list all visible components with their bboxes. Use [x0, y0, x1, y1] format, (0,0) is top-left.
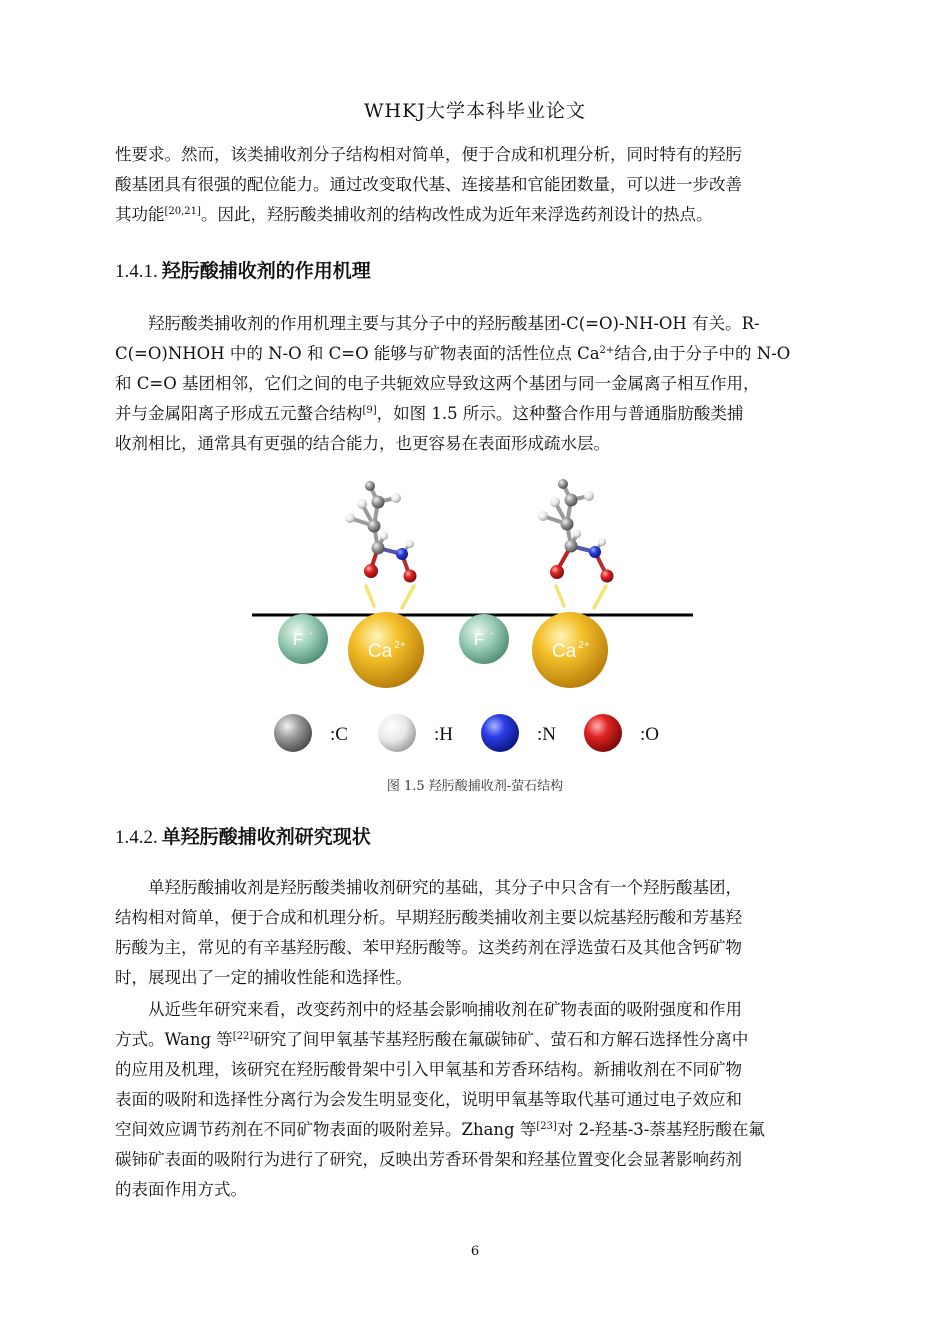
text-fragment: 方式。Wang 等 — [115, 1030, 233, 1049]
ion-label: F — [292, 630, 304, 649]
text-fragment: 并与金属阳离子形成五元螯合结构 — [115, 404, 363, 423]
citation: [9] — [362, 405, 377, 416]
legend-item-carbon — [274, 714, 348, 752]
legend-item-hydrogen — [378, 714, 453, 752]
legend-label: :C — [330, 724, 348, 745]
section-heading — [115, 256, 371, 283]
ion-ca-2 — [532, 612, 608, 688]
legend-label: :H — [434, 724, 453, 745]
text-line — [115, 339, 837, 369]
text-fragment: 其功能 — [115, 205, 165, 224]
text-fragment: ，如图 1.5 所示。这种螯合作用与普通脂肪酸类捕 — [376, 404, 744, 423]
text-line — [115, 399, 837, 429]
legend-label: :N — [537, 724, 556, 745]
text-line: 从近些年研究来看，改变药剂中的烃基会影响捕收剂在矿物表面的吸附强度和作用 — [148, 1000, 742, 1019]
text-fragment: 研究了间甲氧基苄基羟肟酸在氟碳铈矿、萤石和方解石选择性分离中 — [253, 1030, 749, 1049]
ion-label: Ca — [551, 641, 577, 662]
text-fragment: 结合,由于分子中的 N-O — [614, 344, 791, 363]
section-title: 单羟肟酸捕收剂研究现状 — [161, 826, 371, 848]
section-heading — [115, 822, 371, 849]
text-fragment: 对 2-羟基-3-萘基羟肟酸在氟 — [556, 1120, 765, 1139]
section-number: 1.4.1. — [115, 261, 158, 282]
ion-charge: - — [309, 628, 313, 638]
ion-ca-1 — [348, 612, 424, 688]
text-line: 酸基团具有很强的配位能力。通过改变取代基、连接基和官能团数量，可以进一步改善 — [115, 175, 742, 194]
text-line — [115, 1115, 837, 1145]
molecule-left — [345, 481, 417, 608]
text-line: 肟酸为主，常见的有辛基羟肟酸、苯甲羟肟酸等。这类药剂在浮选萤石及其他含钙矿物 — [115, 938, 742, 957]
ion-f-1 — [278, 614, 328, 664]
text-line: 时，展现出了一定的捕收性能和选择性。 — [115, 968, 412, 987]
legend — [274, 714, 659, 752]
text-line: 性要求。然而，该类捕收剂分子结构相对简单，便于合成和机理分析，同时特有的羟肟 — [115, 145, 742, 164]
text-line: 的应用及机理，该研究在羟肟酸骨架中引入甲氧基和芳香环结构。新捕收剂在不同矿物 — [115, 1060, 742, 1079]
ion-charge: 2+ — [394, 640, 406, 651]
citation: [22] — [232, 1031, 254, 1042]
figure-hydroxamic-fluorite — [250, 478, 700, 768]
page-header: WHKJ大学本科毕业论文 — [364, 100, 586, 122]
text-line: 结构相对简单，便于合成和机理分析。早期羟肟酸类捕收剂主要以烷基羟肟酸和芳基羟 — [115, 908, 742, 927]
text-line: 单羟肟酸捕收剂是羟肟酸类捕收剂研究的基础，其分子中只含有一个羟肟酸基团， — [148, 878, 742, 897]
text-line: 碳铈矿表面的吸附行为进行了研究，反映出芳香环骨架和羟基位置变化会显著影响药剂 — [115, 1150, 742, 1169]
legend-item-oxygen — [584, 714, 659, 752]
text-line: 表面的吸附和选择性分离行为会发生明显变化，说明甲氧基等取代基可通过电子效应和 — [115, 1090, 742, 1109]
text-line: 的表面作用方式。 — [115, 1180, 247, 1199]
molecule-right — [538, 479, 614, 608]
text-fragment: C(=O)NHOH 中的 N-O 和 C=O 能够与矿物表面的活性位点 Ca — [115, 344, 600, 363]
text-line — [115, 1025, 837, 1055]
figure-illustration — [250, 478, 700, 768]
section-number: 1.4.2. — [115, 827, 158, 848]
paragraph-mono-hydroxamic — [115, 873, 837, 993]
paragraph-mechanism — [115, 309, 837, 459]
citation: [23] — [536, 1121, 557, 1132]
ion-f-2 — [459, 614, 509, 664]
ion-label: F — [473, 630, 485, 649]
paragraph-intro — [115, 140, 837, 230]
text-line: 收剂相比，通常具有更强的结合能力，也更容易在表面形成疏水层。 — [115, 434, 610, 453]
text-line: 羟肟酸类捕收剂的作用机理主要与其分子中的羟肟酸基团-C(=O)-NH-OH 有关。R- — [148, 314, 760, 333]
superscript: 2+ — [599, 345, 615, 356]
ion-charge: - — [490, 628, 494, 638]
section-title: 羟肟酸捕收剂的作用机理 — [161, 260, 371, 282]
paragraph-recent-research — [115, 995, 837, 1205]
legend-label: :O — [640, 724, 659, 745]
figure-caption: 图 1.5 羟肟酸捕收剂-萤石结构 — [386, 779, 564, 794]
text-line: 和 C=O 基团相邻，它们之间的电子共轭效应导致这两个基团与同一金属离子相互作用， — [115, 374, 760, 393]
ion-label: Ca — [367, 641, 393, 662]
legend-item-nitrogen — [481, 714, 556, 752]
ion-charge: 2+ — [578, 640, 590, 651]
text-fragment: 。因此，羟肟酸类捕收剂的结构改性成为近年来浮选药剂设计的热点。 — [200, 205, 713, 224]
page-number: 6 — [470, 1244, 480, 1259]
text-line — [115, 200, 837, 230]
citation: [20,21] — [164, 206, 201, 217]
text-fragment: 空间效应调节药剂在不同矿物表面的吸附差异。Zhang 等 — [115, 1120, 537, 1139]
